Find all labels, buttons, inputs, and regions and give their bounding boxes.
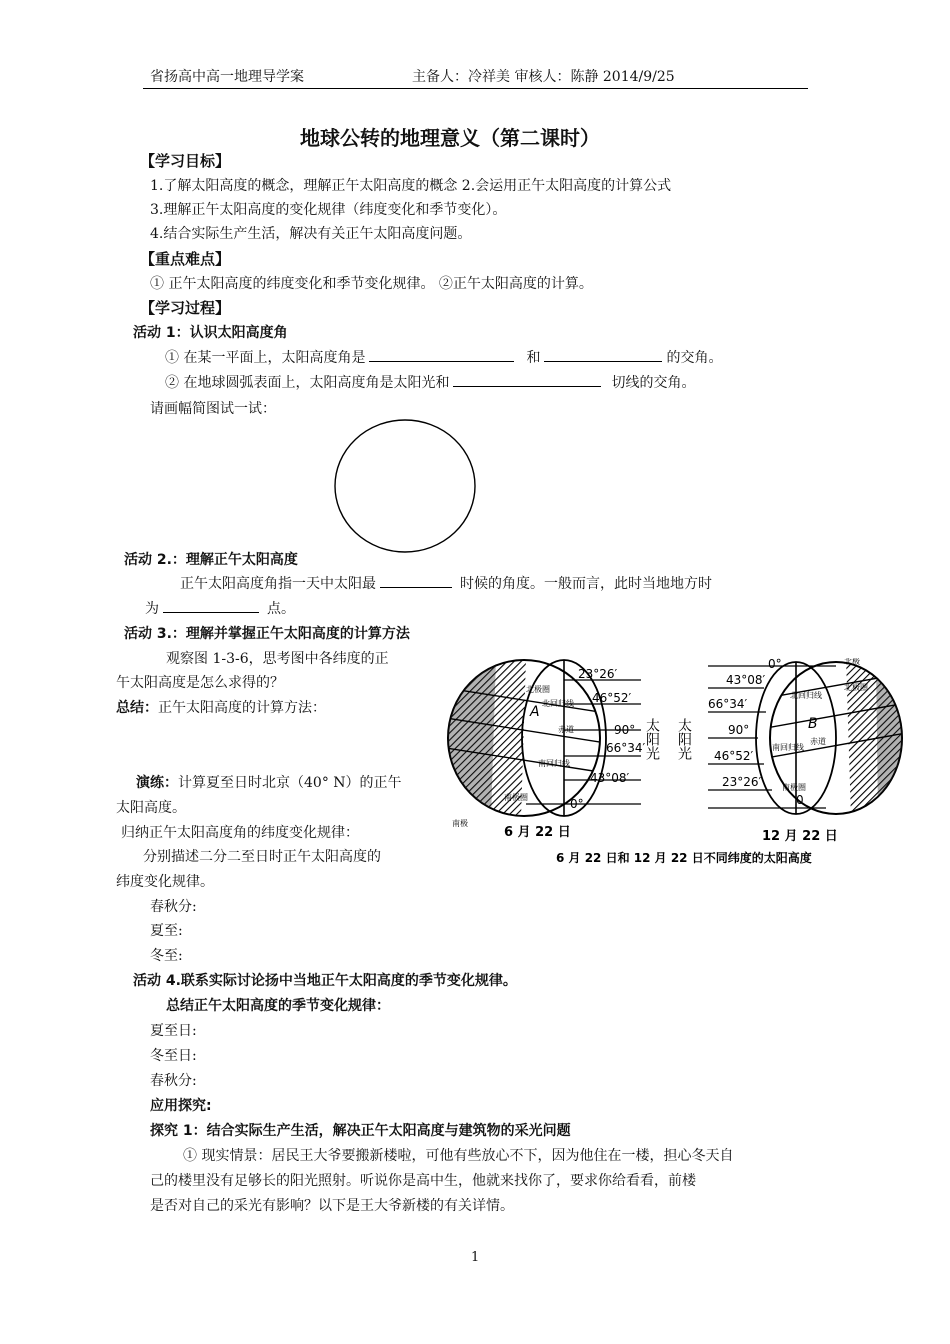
activity1-title: 活动 1：认识太阳高度角	[133, 325, 288, 341]
figure-caption: 6 月 22 日和 12 月 22 日不同纬度的太阳高度	[556, 851, 812, 865]
practice-label: 演练：	[136, 775, 178, 791]
summer-label: 夏至:	[150, 923, 183, 939]
angle-label: 43°08′	[726, 673, 766, 687]
scene-line-2: 己的楼里没有足够长的阳光照射。听说你是高中生，他就来找你了，要求你给看看，前楼	[150, 1173, 696, 1189]
activity2-title: 活动 2.：理解正午太阳高度	[124, 552, 298, 568]
induce-text: 归纳正午太阳高度角的纬度变化规律：	[121, 825, 359, 841]
fig-label: 南极	[452, 819, 468, 828]
blank-field[interactable]	[163, 598, 259, 613]
drawing-circle[interactable]	[332, 418, 478, 554]
describe-1: 分别描述二分二至日时正午太阳高度的	[143, 849, 381, 865]
activity2-line1-a: 正午太阳高度角指一天中太阳最	[180, 576, 376, 592]
angle-label: 0	[796, 793, 804, 807]
sun-rays-label-left: 太阳光	[644, 718, 660, 760]
angle-label: 23°26′	[578, 667, 618, 681]
page-number: 1	[471, 1250, 480, 1265]
explore1-title: 探究 1：结合实际生产生活，解决正午太阳高度与建筑物的采光问题	[150, 1123, 571, 1139]
date-left: 6 月 22 日	[504, 825, 571, 840]
angle-label: 23°26′	[722, 775, 762, 789]
fig-label: 北极圈	[844, 683, 868, 692]
angle-label: 90°	[728, 723, 750, 737]
activity1-q2-b: 切线的交角。	[611, 375, 696, 391]
fig-label: 北回归线	[790, 691, 822, 700]
practice-text: 计算夏至日时北京（40° N）的正午	[178, 775, 402, 791]
activity2-line2-b: 点。	[267, 601, 295, 617]
point-b-label: B	[808, 716, 818, 732]
summary-text: 正午太阳高度的计算方法：	[158, 700, 326, 716]
activity3-title: 活动 3.：理解并掌握正午太阳高度的计算方法	[124, 626, 410, 642]
fig-label: 南极圈	[504, 793, 528, 802]
activity4-equinox: 春秋分:	[150, 1073, 197, 1089]
fig-label: 北回归线	[542, 699, 574, 708]
blank-field[interactable]	[380, 573, 452, 588]
page-title: 地球公转的地理意义（第二课时）	[300, 126, 600, 150]
key-text: ① 正午太阳高度的纬度变化和季节变化规律。 ②正午太阳高度的计算。	[150, 276, 593, 292]
header-authors: 主备人：冷祥美 审核人：陈静 2014/9/25	[412, 69, 675, 85]
objective-4: 4.结合实际生产生活，解决有关正午太阳高度问题。	[150, 226, 472, 242]
winter-label: 冬至:	[150, 948, 183, 964]
fig-label: 南回归线	[772, 743, 804, 752]
activity4-summary: 总结正午太阳高度的季节变化规律：	[166, 998, 390, 1014]
december-globe	[756, 658, 906, 818]
point-a-label: A	[530, 704, 540, 720]
fig-label: 北极	[844, 658, 860, 666]
apply-heading: 应用探究:	[150, 1098, 212, 1114]
angle-label: 46°52′	[714, 749, 754, 763]
angle-label: 66°34′	[606, 741, 646, 755]
fig-label: 赤道	[558, 725, 574, 734]
fig-label: 南回归线	[538, 759, 570, 768]
blank-field[interactable]	[369, 347, 514, 362]
blank-field[interactable]	[453, 372, 601, 387]
activity4-winter: 冬至日:	[150, 1048, 197, 1064]
summary-label: 总结：	[116, 700, 158, 716]
header-school: 省扬高中高一地理导学案	[150, 69, 304, 85]
activity4-title: 活动 4.联系实际讨论扬中当地正午太阳高度的季节变化规律。	[133, 973, 517, 989]
angle-label: 0°	[768, 658, 782, 671]
activity1-q1-b: 和	[526, 350, 541, 366]
activity2-line2	[145, 598, 295, 618]
activity3-practice	[136, 772, 402, 792]
date-right: 12 月 22 日	[762, 829, 838, 844]
objectives-heading: 【学习目标】	[140, 152, 231, 170]
activity4-summer: 夏至日:	[150, 1023, 197, 1039]
angle-label: 0°	[570, 797, 584, 811]
activity1-q1	[165, 347, 722, 367]
key-heading: 【重点难点】	[140, 250, 231, 268]
describe-2: 纬度变化规律。	[116, 874, 214, 890]
fig-label: 赤道	[810, 737, 826, 746]
practice-text-2: 太阳高度。	[116, 800, 186, 816]
fig-label: 南极圈	[782, 783, 806, 792]
activity1-q1-a: ① 在某一平面上，太阳高度角是	[165, 350, 366, 366]
angle-label: 90°	[614, 723, 636, 737]
activity3-observe-1: 观察图 1-3-6，思考图中各纬度的正	[166, 651, 389, 667]
sun-rays-label-right: 太阳光	[676, 718, 692, 760]
activity1-q2-a: ② 在地球圆弧表面上，太阳高度角是太阳光和	[165, 375, 450, 391]
activity1-q1-c: 的交角。	[666, 350, 723, 366]
objective-3: 3.理解正午太阳高度的变化规律（纬度变化和季节变化）。	[150, 202, 507, 218]
scene-line-3: 是否对自己的采光有影响？以下是王大爷新楼的有关详情。	[150, 1198, 514, 1214]
activity1-q2	[165, 372, 695, 392]
activity3-summary	[116, 697, 326, 717]
angle-label: 43°08′	[590, 771, 630, 785]
equinox-label: 春秋分:	[150, 899, 197, 915]
draw-prompt: 请画幅简图试一试：	[150, 401, 276, 417]
activity3-observe-2: 午太阳高度是怎么求得的？	[116, 675, 284, 691]
scene-line-1: ① 现实情景：居民王大爷要搬新楼啦，可他有些放心不下，因为他住在一楼，担心冬天自	[183, 1148, 734, 1164]
angle-label: 46°52′	[592, 691, 632, 705]
process-heading: 【学习过程】	[140, 299, 231, 317]
fig-label: 北极圈	[526, 685, 550, 694]
activity2-line1	[180, 573, 712, 593]
activity2-line2-a: 为	[145, 601, 159, 617]
angle-label: 66°34′	[708, 697, 748, 711]
activity2-line1-b: 时候的角度。一般而言，此时当地地方时	[460, 576, 712, 592]
solar-altitude-figure	[446, 658, 906, 870]
blank-field[interactable]	[544, 347, 662, 362]
header-divider	[143, 88, 808, 89]
objective-1: 1.了解太阳高度的概念，理解正午太阳高度的概念 2.会运用正午太阳高度的计算公式	[150, 178, 672, 194]
